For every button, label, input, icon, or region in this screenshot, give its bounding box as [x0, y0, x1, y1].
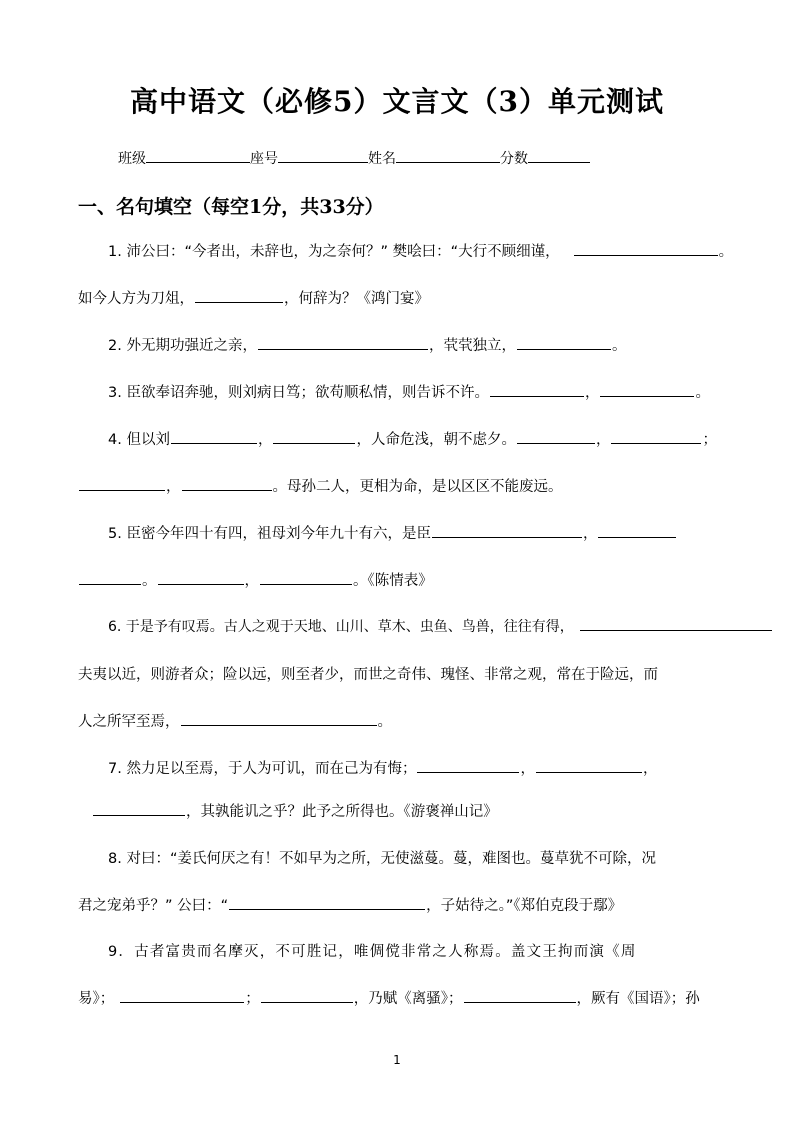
blank[interactable]	[158, 583, 244, 585]
blank[interactable]	[181, 724, 377, 726]
blank[interactable]	[182, 489, 272, 491]
class-field[interactable]	[146, 148, 250, 163]
blank[interactable]	[574, 254, 718, 256]
question-8-line-2: 君之宠弟乎？” 公曰：“ ，子姑待之。”《郑伯克段于鄢》	[78, 898, 623, 914]
question-7-line-1: 7. 然力足以至焉，于人为可讥，而在己为有悔； ， ，	[108, 761, 658, 777]
seat-label: 座号	[250, 151, 278, 167]
question-9-line-2: 易》； ； ，乃赋《离骚》； ，厥有《国语》；孙	[78, 991, 700, 1007]
blank[interactable]	[79, 489, 165, 491]
question-6-line-3: 人之所罕至焉， 。	[78, 714, 392, 730]
blank[interactable]	[195, 301, 283, 303]
blank[interactable]	[580, 629, 772, 631]
blank[interactable]	[93, 814, 185, 816]
blank[interactable]	[258, 348, 428, 350]
blank[interactable]	[79, 583, 141, 585]
name-label: 姓名	[368, 151, 396, 167]
page-number: 1	[393, 1053, 401, 1067]
question-4-line-1: 4. 但以刘 ， ，人命危浅，朝不虑夕。 ， ；	[108, 432, 717, 448]
question-1-line-2: 如今人方为刀俎， ，何辞为？《鸿门宴》	[78, 291, 429, 307]
section-heading: 一、名句填空（每空1分，共33分）	[78, 196, 384, 218]
blank[interactable]	[598, 536, 676, 538]
question-6-line-2: 夫夷以近，则游者众；险以远，则至者少，而世之奇伟、瑰怪、非常之观，常在于险远，而	[78, 667, 658, 683]
blank[interactable]	[432, 536, 582, 538]
blank[interactable]	[517, 348, 611, 350]
question-5-line-1: 5. 臣密今年四十有四，祖母刘今年九十有六，是臣 ，	[108, 522, 677, 543]
seat-field[interactable]	[278, 148, 368, 163]
class-label: 班级	[118, 151, 146, 167]
blank[interactable]	[536, 771, 642, 773]
question-3: 3. 臣欲奉诏奔驰，则刘病日笃；欲苟顺私情，则告诉不许。 ， 。	[108, 385, 710, 401]
question-6-line-1: 6. 于是予有叹焉。古人之观于天地、山川、草木、虫鱼、鸟兽，往往有得，	[108, 616, 773, 636]
question-1-line-1: 1. 沛公曰：“今者出，未辞也，为之奈何？” 樊哙曰：“大行不顾细谨， 。	[108, 244, 734, 260]
question-7-line-2: ，其孰能讥之乎？此予之所得也。《游褒禅山记》	[92, 800, 498, 821]
blank[interactable]	[120, 1001, 244, 1003]
blank[interactable]	[273, 442, 355, 444]
page-title: 高中语文（必修5）文言文（3）单元测试	[130, 85, 664, 118]
blank[interactable]	[260, 583, 352, 585]
blank[interactable]	[611, 442, 701, 444]
blank[interactable]	[490, 395, 584, 397]
question-4-line-2: ， 。母孙二人，更相为命，是以区区不能废远。	[78, 475, 563, 496]
score-field[interactable]	[528, 148, 590, 163]
blank[interactable]	[600, 395, 694, 397]
blank[interactable]	[464, 1001, 576, 1003]
blank[interactable]	[417, 771, 519, 773]
blank[interactable]	[517, 442, 595, 444]
question-8-line-1: 8. 对曰：“姜氏何厌之有！不如早为之所，无使滋蔓。蔓，难图也。蔓草犹不可除，况	[108, 851, 656, 867]
name-field[interactable]	[396, 148, 500, 163]
score-label: 分数	[500, 151, 528, 167]
student-info-row	[118, 148, 590, 168]
blank[interactable]	[261, 1001, 353, 1003]
blank[interactable]	[171, 442, 257, 444]
question-2: 2. 外无期功强近之亲， ，茕茕独立， 。	[108, 338, 627, 354]
blank[interactable]	[229, 908, 425, 910]
question-9-line-1: 9．古者富贵而名摩灭，不可胜记，唯倜傥非常之人称焉。盖文王拘而演《周	[108, 944, 637, 960]
question-5-line-2: 。 ， 。《陈情表》	[78, 569, 433, 590]
